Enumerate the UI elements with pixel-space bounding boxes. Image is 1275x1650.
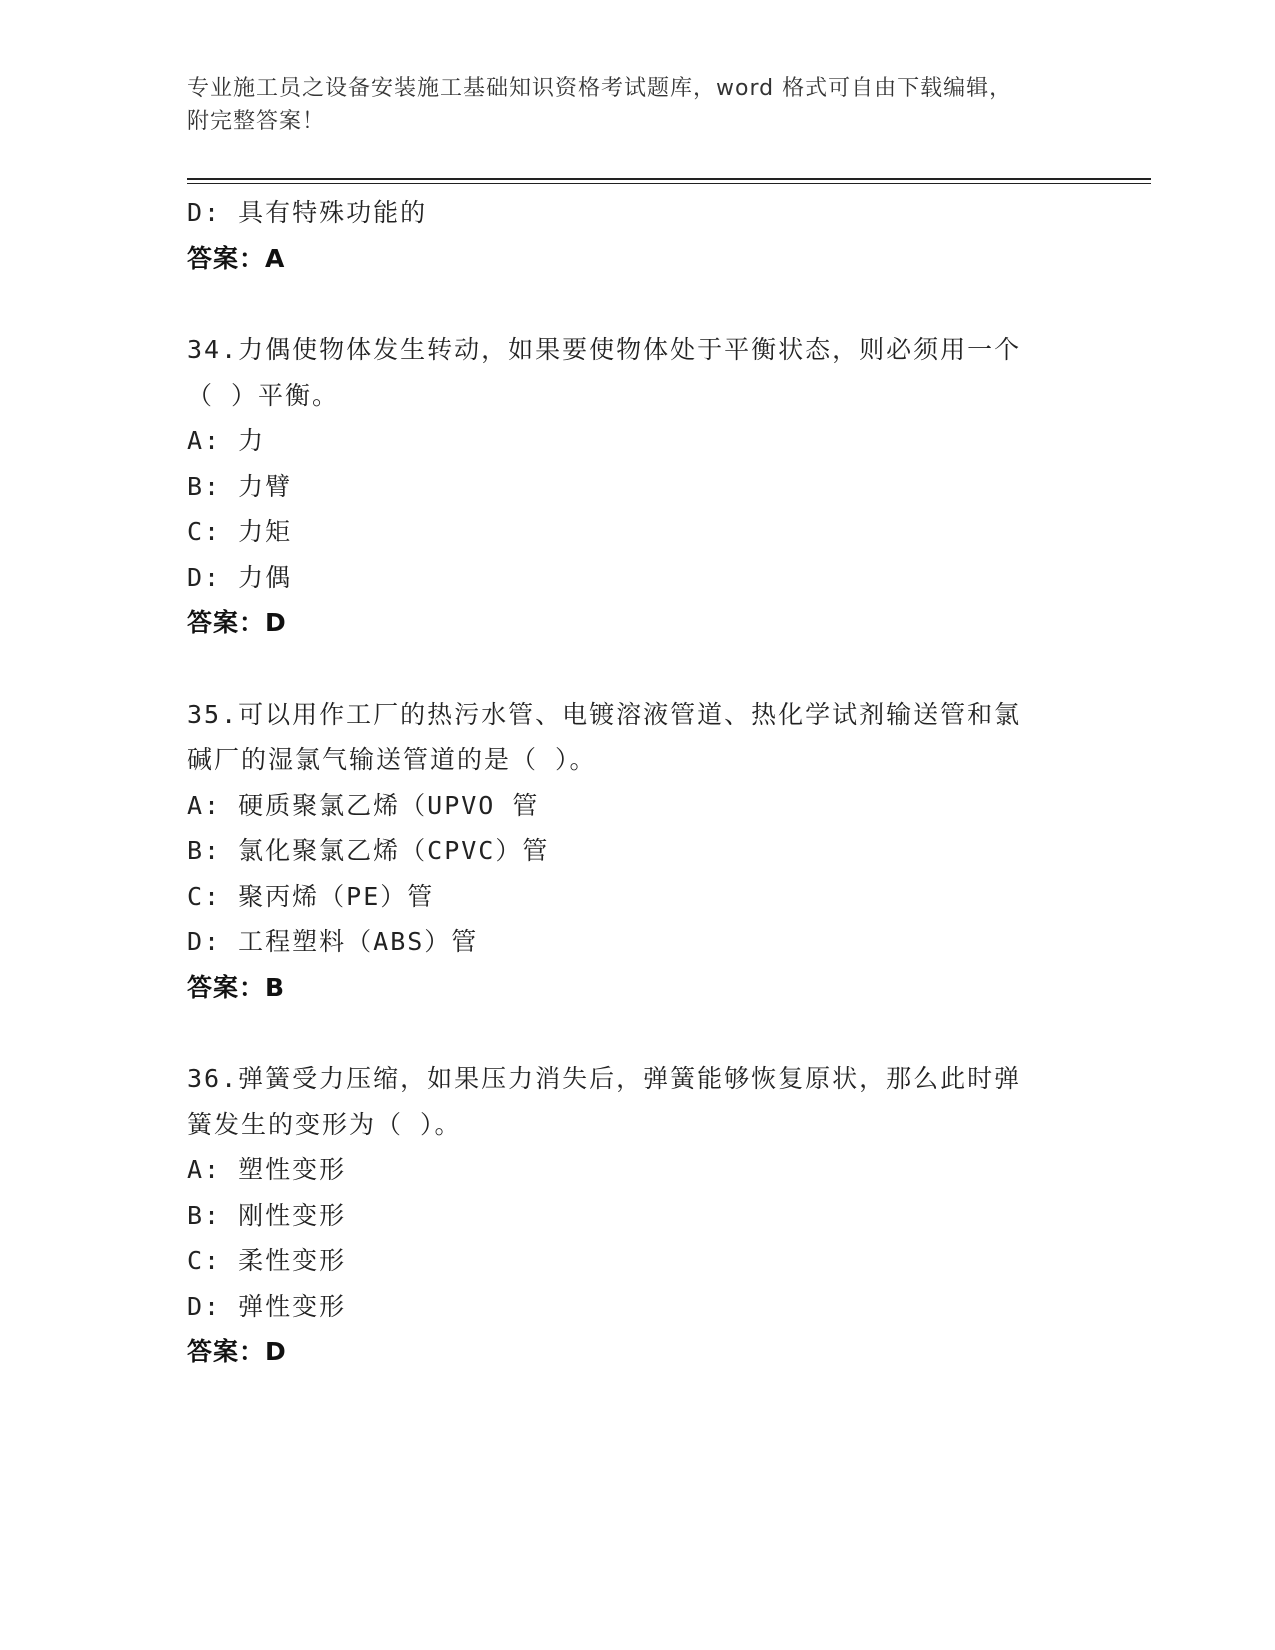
option-a: A: 力 (187, 426, 266, 455)
question-stem: 碱厂的湿氯气输送管道的是（ ）。 (187, 745, 597, 774)
answer: 答案：A (187, 243, 286, 273)
header-rule-thin (187, 183, 1151, 184)
spacer (187, 1010, 1087, 1056)
option-c: C: 柔性变形 (187, 1246, 347, 1275)
option-b: B: 刚性变形 (187, 1200, 347, 1230)
header-line-1: 专业施工员之设备安装施工基础知识资格考试题库，word 格式可自由下载编辑， (187, 76, 1013, 101)
header-rule-thick (187, 178, 1151, 180)
option-c: C: 力矩 (187, 517, 293, 546)
question-35 (187, 692, 1087, 1011)
answer: 答案：D (187, 608, 287, 637)
question-34 (187, 327, 1087, 646)
question-stem: （ ）平衡。 (187, 380, 340, 410)
question-stem: 36.弹簧受力压缩，如果压力消失后，弹簧能够恢复原状，那么此时弹 (187, 1064, 1022, 1093)
option-b: B: 力臂 (187, 471, 293, 501)
question-stem: 34.力偶使物体发生转动，如果要使物体处于平衡状态，则必须用一个 (187, 335, 1022, 364)
header-line-2: 附完整答案！ (187, 109, 326, 134)
option-d: D: 力偶 (187, 562, 293, 592)
option-a: A: 硬质聚氯乙烯（UPVO 管 (187, 790, 540, 820)
document-body (187, 190, 1087, 1375)
option-d: D: 工程塑料（ABS）管 (187, 927, 479, 956)
question-stem: 35.可以用作工厂的热污水管、电镀溶液管道、热化学试剂输送管和氯 (187, 699, 1022, 729)
page-header (187, 72, 1067, 138)
option-a: A: 塑性变形 (187, 1155, 347, 1184)
spacer (187, 281, 1087, 327)
spacer (187, 646, 1087, 692)
option-d: D: 具有特殊功能的 (187, 198, 428, 227)
question-36 (187, 1056, 1087, 1375)
answer: 答案：D (187, 1337, 287, 1366)
question-33-tail (187, 190, 1087, 281)
question-stem: 簧发生的变形为（ ）。 (187, 1109, 462, 1139)
option-c: C: 聚丙烯（PE）管 (187, 881, 435, 911)
option-b: B: 氯化聚氯乙烯（CPVC）管 (187, 836, 550, 865)
option-d: D: 弹性变形 (187, 1291, 347, 1321)
answer: 答案：B (187, 972, 286, 1002)
